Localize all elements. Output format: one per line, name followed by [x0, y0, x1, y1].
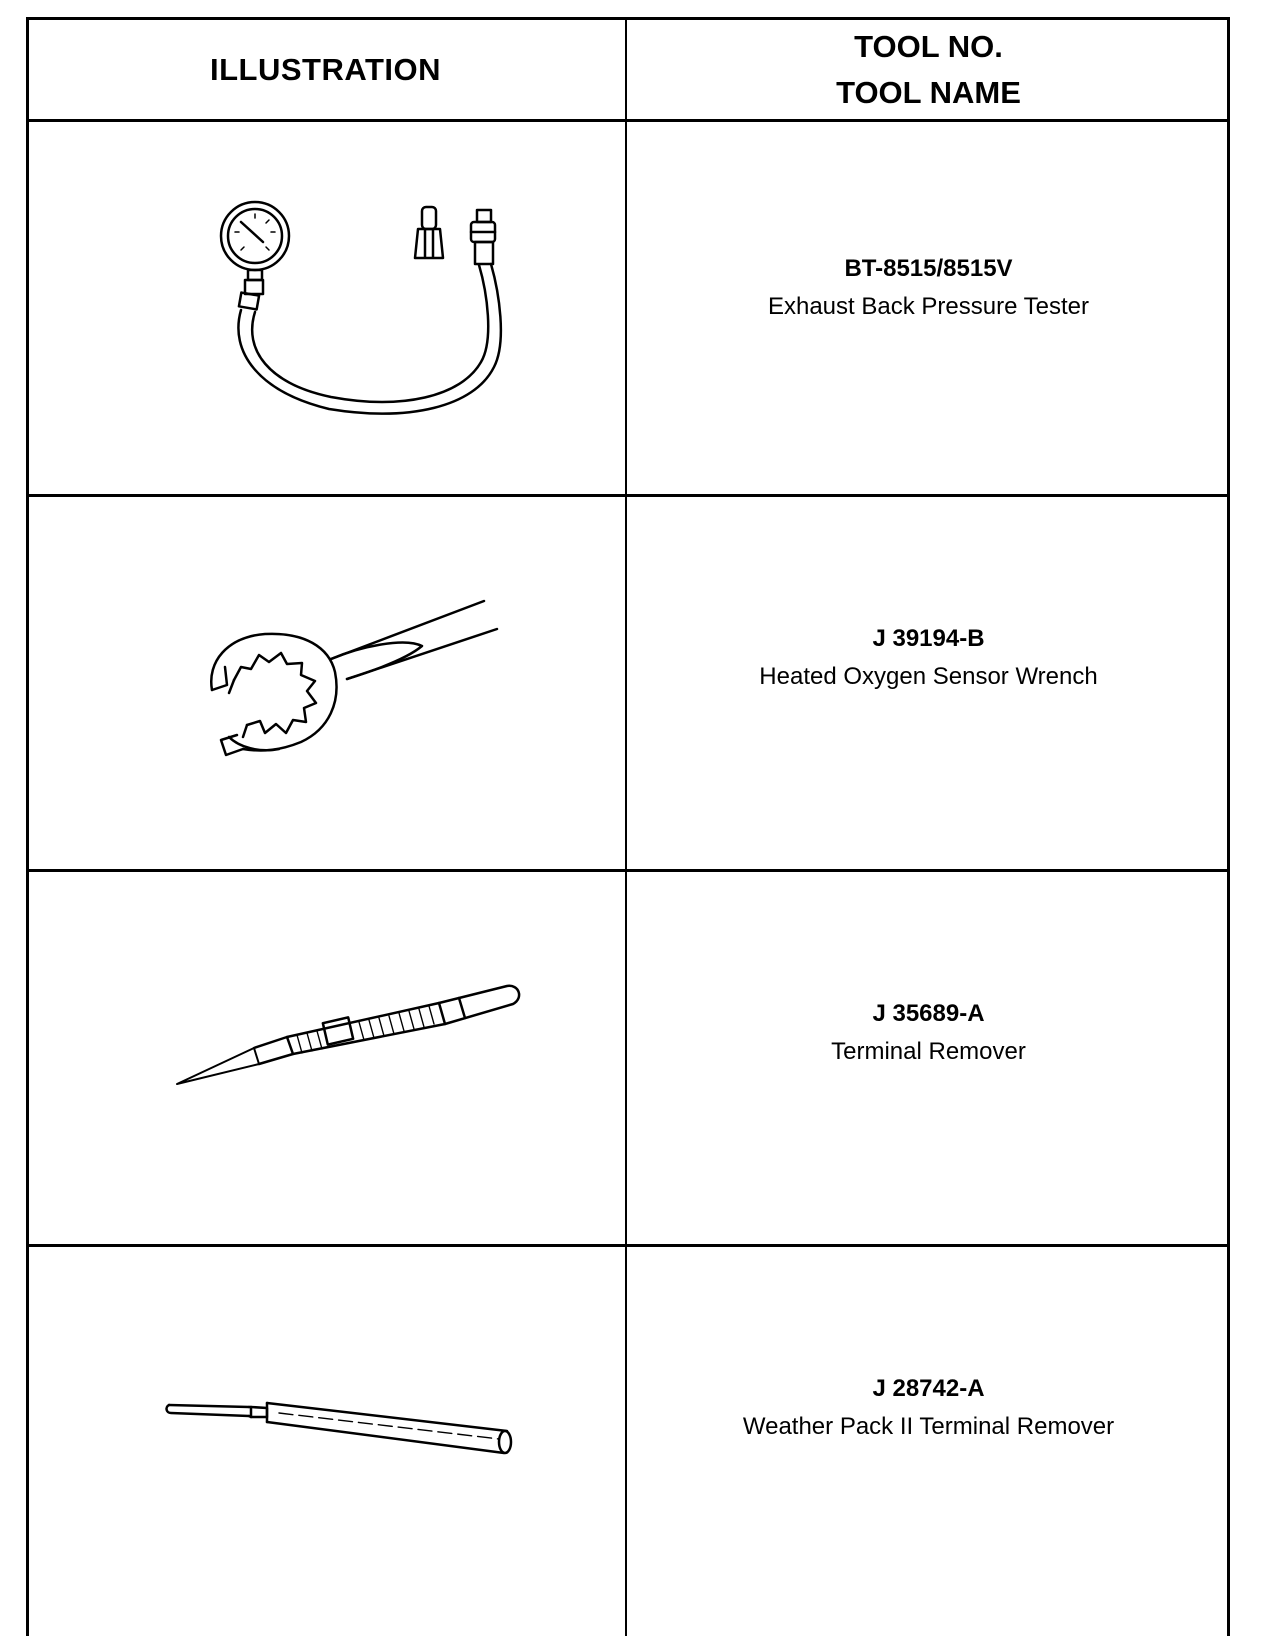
tool-name: Exhaust Back Pressure Tester: [767, 293, 1090, 320]
pressure-gauge-icon: [29, 122, 625, 494]
weather-pack-remover-illustration: [29, 1247, 625, 1636]
tool-number: J 39194-B: [872, 625, 985, 652]
tool-no-header: TOOL NO.: [854, 29, 1003, 64]
illustration-header: ILLUSTRATION: [209, 52, 441, 87]
tool-number: J 35689-A: [872, 1000, 985, 1027]
tool-row-2: [627, 620, 1230, 696]
wrench-illustration: [29, 497, 625, 869]
tool-number: BT-8515/8515V: [844, 255, 1013, 282]
tube-remover-icon: [29, 1247, 625, 1636]
pressure-tester-illustration: [29, 122, 625, 494]
terminal-pick-icon: [29, 872, 625, 1244]
tool-name: Weather Pack II Terminal Remover: [742, 1413, 1115, 1440]
tool-row-3: [627, 995, 1230, 1071]
tool-header: [627, 20, 1230, 120]
tool-name: Heated Oxygen Sensor Wrench: [759, 663, 1098, 690]
tool-number: J 28742-A: [872, 1375, 985, 1402]
wrench-icon: [29, 497, 625, 869]
tool-name: Terminal Remover: [831, 1038, 1026, 1065]
tool-name-header: TOOL NAME: [836, 75, 1021, 110]
tool-row-1: [627, 250, 1230, 326]
terminal-remover-illustration: [29, 872, 625, 1244]
tool-row-4: [627, 1370, 1230, 1446]
